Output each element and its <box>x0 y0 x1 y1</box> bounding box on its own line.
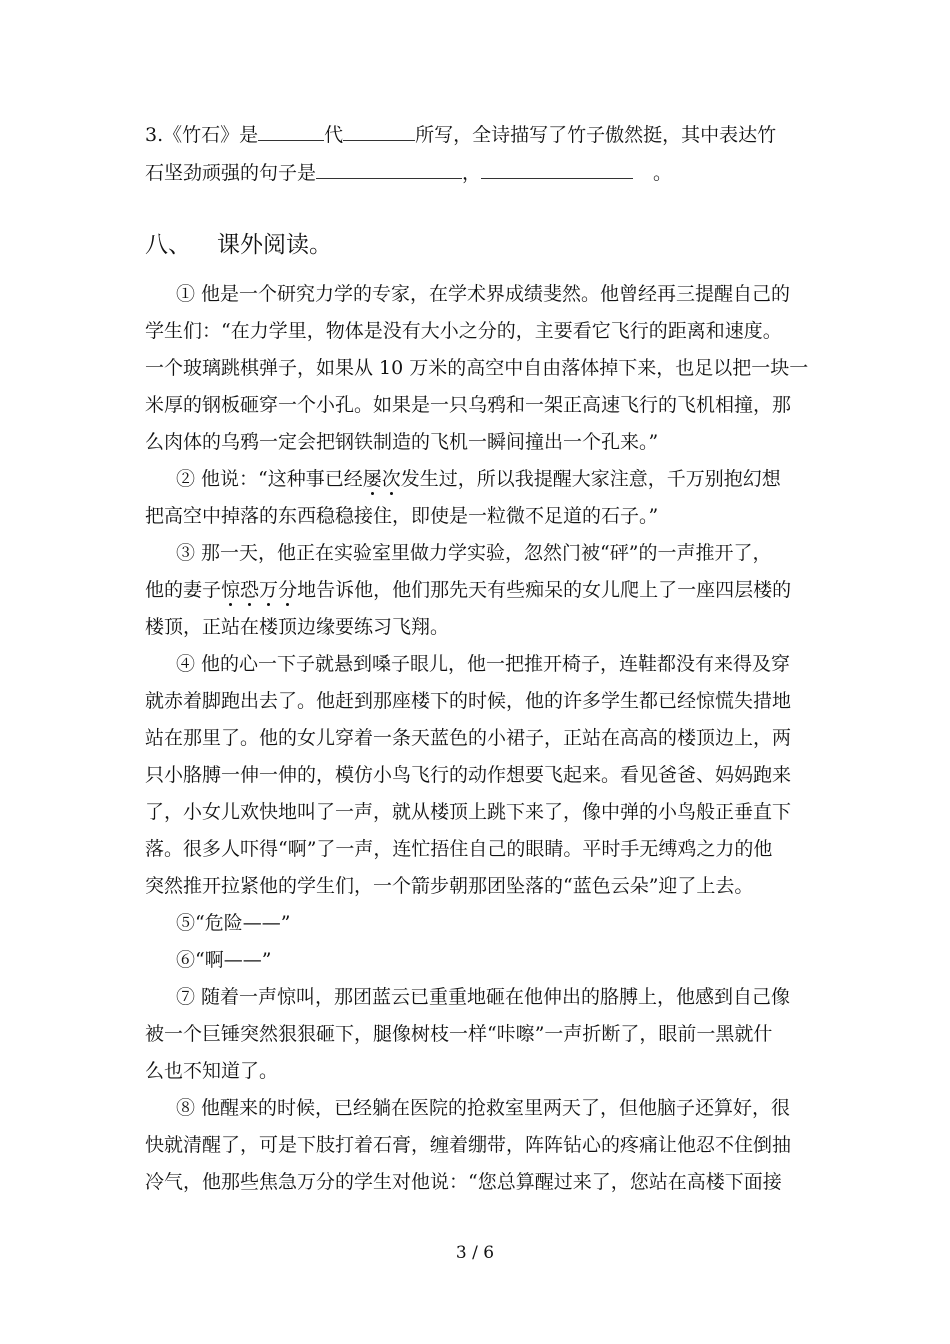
paragraph-line: 被一个巨锤突然狠狠砸下，腿像树枝一样“咔嚓”一声折断了，眼前一黑就什 <box>145 1023 773 1045</box>
paragraph-text: 发生过，所以我提醒大家注意，千万别抱幻想 <box>400 468 781 490</box>
question-3-text: 所写，全诗描写了竹子傲然挺，其中表达竹 <box>415 124 777 146</box>
paragraph-line: ① 他是一个研究力学的专家，在学术界成绩斐然。他曾经再三提醒自己的 <box>176 283 791 305</box>
section-title: 课外阅读。 <box>217 232 332 258</box>
paragraph-line <box>176 467 836 491</box>
question-3-text: 。 <box>653 162 673 184</box>
paragraph-line: 了，小女儿欢快地叫了一声，就从楼顶上跳下来了，像中弹的小鸟般正垂直下 <box>145 801 792 823</box>
emphasis-char: 惊 <box>221 579 241 601</box>
paragraph-line: ⑧ 他醒来的时候，已经躺在医院的抢救室里两天了，但他脑子还算好，很 <box>176 1097 791 1119</box>
paragraph-line: ③ 那一天，他正在实验室里做力学实验，忽然门被“砰”的一声推开了， <box>176 542 772 564</box>
paragraph-line: 冷气，他那些焦急万分的学生对他说：“您总算醒过来了，您站在高楼下面接 <box>145 1171 782 1193</box>
paragraph-line: 快就清醒了，可是下肢打着石膏，缠着绷带，阵阵钻心的疼痛让他忍不住倒抽 <box>145 1134 792 1156</box>
paragraph-line: ⑤“危险——” <box>176 912 291 934</box>
paragraph-line: ④ 他的心一下子就悬到嗓子眼儿，他一把推开椅子，连鞋都没有来得及穿 <box>176 653 791 675</box>
paragraph-line: 突然推开拉紧他的学生们，一个箭步朝那团坠落的“蓝色云朵”迎了上去。 <box>145 875 754 897</box>
paragraph-text: ② 他说：“这种事已经 <box>176 468 363 490</box>
page-number: 3 / 6 <box>455 1243 495 1263</box>
paragraph-line: 只小胳膊一伸一伸的，模仿小鸟飞行的动作想要飞起来。看见爸爸、妈妈跑来 <box>145 764 792 786</box>
emphasis-char: 屡 <box>362 468 382 490</box>
paragraph-line: 么也不知道了。 <box>145 1060 279 1082</box>
paragraph-line: 落。很多人吓得“啊”了一声，连忙捂住自己的眼睛。平时手无缚鸡之力的他 <box>145 838 773 860</box>
paragraph-line: 楼顶，正站在楼顶边缘要练习飞翔。 <box>145 616 450 638</box>
question-3-text: 石坚劲顽强的句子是 <box>145 162 317 184</box>
paragraph-line: 么肉体的乌鸦一定会把钢铁制造的飞机一瞬间撞出一个孔来。” <box>145 431 659 453</box>
paragraph-line: 米厚的钢板砸穿一个小孔。如果是一只乌鸦和一架正高速飞行的飞机相撞，那 <box>145 394 792 416</box>
paragraph-line: 一个玻璃跳棋弹子，如果从 10 万米的高空中自由落体掉下来，也足以把一块一 <box>145 357 809 379</box>
emphasis-char: 恐 <box>240 579 260 601</box>
paragraph-line: ⑥“啊——” <box>176 949 272 971</box>
question-3-line-1 <box>145 122 805 147</box>
paragraph-line: 就赤着脚跑出去了。他赶到那座楼下的时候，他的许多学生都已经惊慌失措地 <box>145 690 792 712</box>
paragraph-line: ⑦ 随着一声惊叫，那团蓝云已重重地砸在他伸出的胳膊上，他感到自己像 <box>176 986 791 1008</box>
paragraph-line: 把高空中掉落的东西稳稳接住，即使是一粒微不足道的石子。” <box>145 505 659 527</box>
question-3-line-2 <box>145 160 805 185</box>
question-3-text: ， <box>462 162 482 184</box>
paragraph-line: 站在那里了。他的女儿穿着一条天蓝色的小裙子，正站在高高的楼顶边上，两 <box>145 727 792 749</box>
paragraph-line: 学生们：“在力学里，物体是没有大小之分的，主要看它飞行的距离和速度。 <box>145 320 782 342</box>
paragraph-line <box>145 578 805 602</box>
answer-blank-dynasty <box>258 122 324 141</box>
emphasis-char: 次 <box>381 468 401 490</box>
emphasis-char: 万 <box>259 579 279 601</box>
answer-blank-verse-1 <box>316 160 462 179</box>
section-number: 八、 <box>145 232 191 258</box>
question-3-text: 3.《竹石》是 <box>145 124 259 146</box>
paragraph-text: 地告诉他，他们那先天有些痴呆的女儿爬上了一座四层楼的 <box>297 579 792 601</box>
answer-blank-author <box>343 122 415 141</box>
emphasis-char: 分 <box>278 579 298 601</box>
section-heading <box>145 230 332 260</box>
answer-blank-verse-2 <box>481 160 633 179</box>
paragraph-text: 他的妻子 <box>145 579 222 601</box>
question-3-text: 代 <box>324 124 344 146</box>
